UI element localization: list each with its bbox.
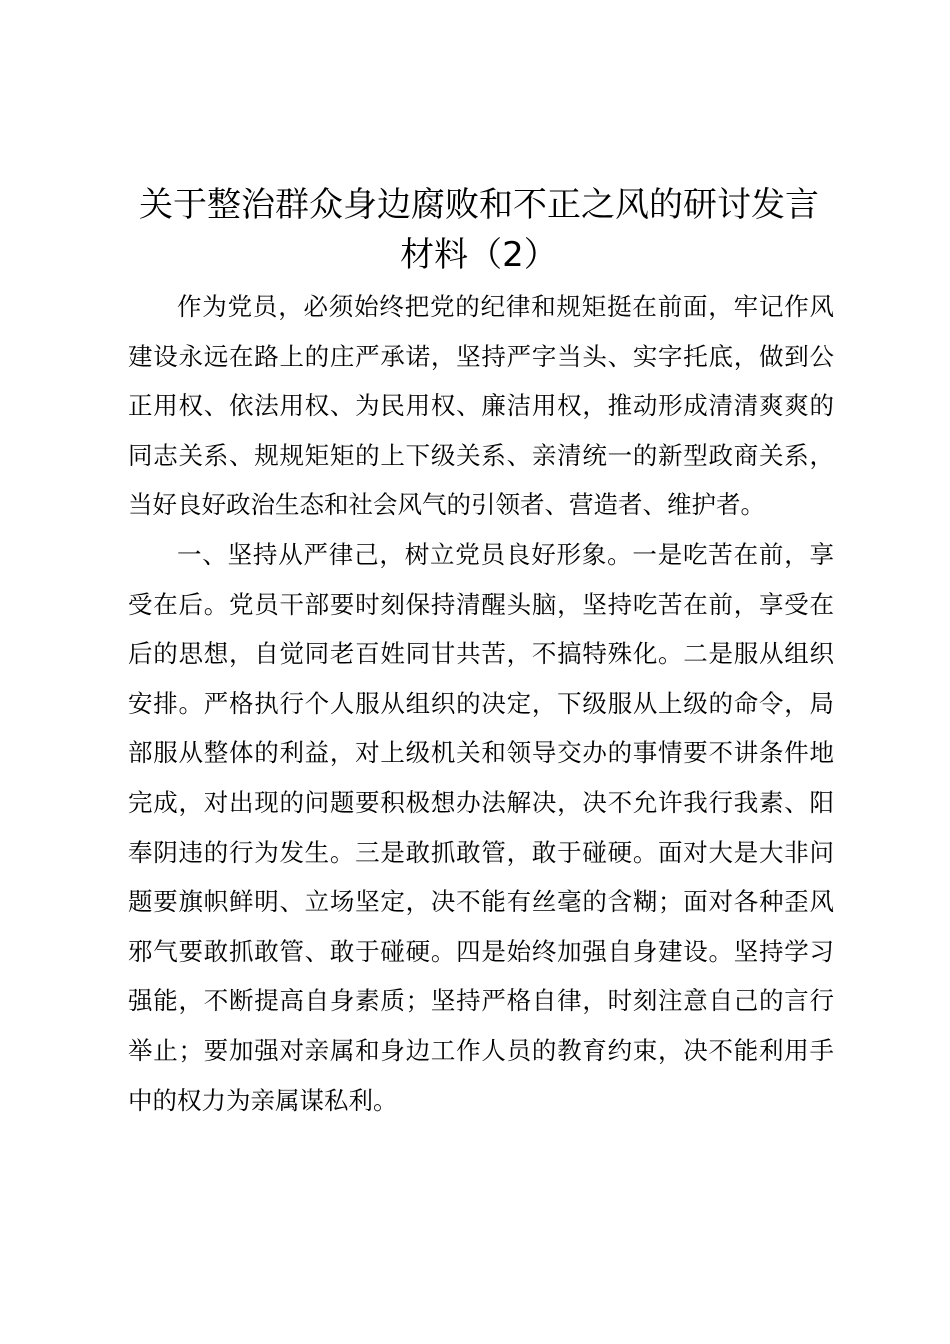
document-title: [118, 180, 840, 280]
title-line-1: 关于整治群众身边腐败和不正之风的研讨发言: [139, 185, 819, 225]
paragraph-section-1: 一、坚持从严律己，树立党员良好形象。一是吃苦在前，享受在后。党员干部要时刻保持清醒头脑，坚持吃苦在前，享受在后的思想，自觉同老百姓同甘共苦，不搞特殊化。二是服从组织安排。严格执行个人服从组织的决定，下级服从上级的命令，局部服从整体的利益，对上级机关和领导交办的事情要不讲条件地完成，对出现的问题要积极想办法解决，决不允许我行我素、阳奉阴违的行为发生。三是敢抓敢管，敢于碰硬。面对大是大非问题要旗帜鲜明、立场坚定，决不能有丝毫的含糊；面对各种歪风邪气要敢抓敢管、敢于碰硬。四是始终加强自身建设。坚持学习强能，不断提高自身素质；坚持严格自律，时刻注意自己的言行举止；要加强对亲属和身边工作人员的教育约束，决不能利用手中的权力为亲属谋私利。: [128, 539, 834, 1115]
document-body: [128, 282, 834, 1125]
title-line-2: 材料（2）: [400, 235, 558, 275]
paragraph-intro: 作为党员，必须始终把党的纪律和规矩挺在前面，牢记作风建设永远在路上的庄严承诺，坚持严字当头、实字托底，做到公正用权、依法用权、为民用权、廉洁用权，推动形成清清爽爽的同志关系、规规矩矩的上下级关系、亲清统一的新型政商关系，当好良好政治生态和社会风气的引领者、营造者、维护者。: [128, 292, 834, 520]
